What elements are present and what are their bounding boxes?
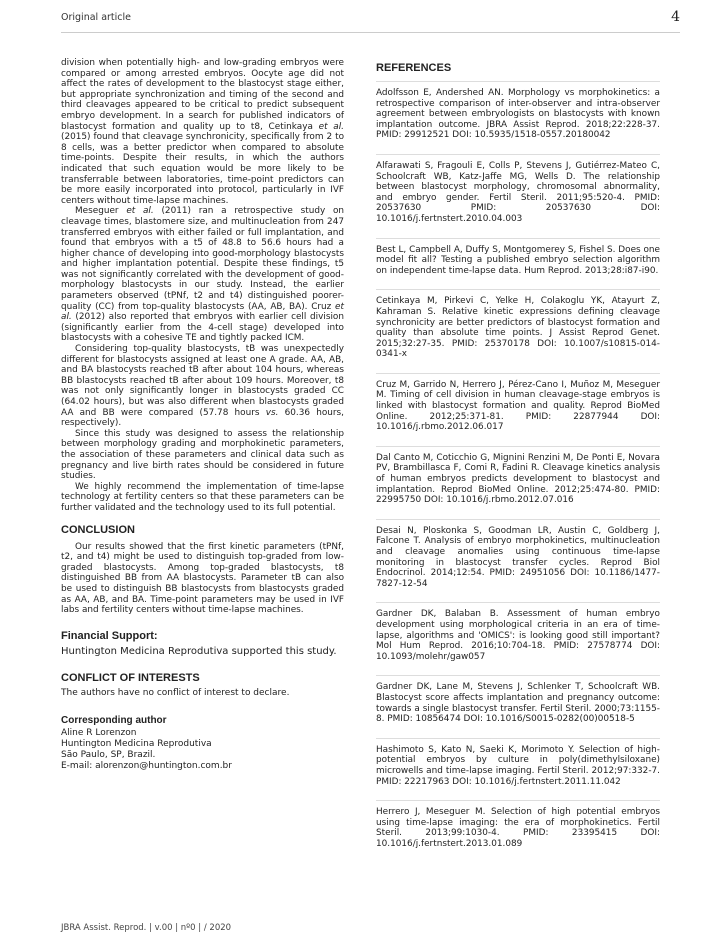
- body-paragraph-1: division when potentially high- and low-grading embryos were compared or among arrested embryos. Oocyte age did not affect the rates of development to the blastocyst stage either, but appropriate synchronization and timing of the second and third cleavages appeared to be critical to predict subsequent embryo development. In a search for published indicators of blastocyst formation and quality up to t8, Cetinkaya et al. (2015) found that cleavage synchronicity, specifically from 2 to 8 cells, was a better predictor when compared to absolute time-points. Despite their results, in which the authors indicated that such equation would be more likely to be transferrable between laboratories, time-point predictors can be more easily incorporated into protocol, particularly in IVF centers without time-lapse machines.: [61, 58, 344, 206]
- reference-item: Gardner DK, Lane M, Stevens J, Schlenker T, Schoolcraft WB. Blastocyst score affects implantation and pregnancy outcome: towards a single blastocyst transfer. Fertil Steril. 2000;73:1155-8. PMID: 10856474 DOI: 10.1016/S0015-0282(00)00518-5: [376, 675, 660, 724]
- conflict-text: The authors have no conflict of interest to declare.: [61, 688, 290, 699]
- reference-item: Cetinkaya M, Pirkevi C, Yelke H, Colakoglu YK, Atayurt Z, Kahraman S. Relative kinetic expressions defining cleavage synchronicity are better predictors of blastocyst formation and quality than absolute time points. J Assist Reprod Genet. 2015;32:27-35. PMID: 25370178 DOI: 10.1007/s10815-014-0341-x: [376, 289, 660, 360]
- references-heading: REFERENCES: [376, 62, 452, 74]
- author-location: São Paulo, SP, Brazil.: [61, 750, 156, 761]
- reference-item: Dal Canto M, Coticchio G, Mignini Renzini M, De Ponti E, Novara PV, Brambillasca F, Comi R, Fadini R. Cleavage kinetics analysis of human embryos predicts development to blastocyst and implantation. Reprod BioMed Online. 2012;25:474-80. PMID: 22995750 DOI: 10.1016/j.rbmo.2012.07.016: [376, 446, 660, 506]
- page-number: 4: [671, 9, 680, 25]
- reference-item: Desai N, Ploskonka S, Goodman LR, Austin C, Goldberg J, Falcone T. Analysis of embryo morphokinetics, multinucleation and cleavage anomalies using continuous time-lapse monitoring in blastocyst transfer cycles. Reprod Biol Endocrinol. 2014;12:54. PMID: 24951056 DOI: 10.1186/1477-7827-12-54: [376, 519, 660, 590]
- reference-item: Best L, Campbell A, Duffy S, Montgomerey S, Fishel S. Does one model fit all? Testing a published embryo selection algorithm on independent time-lapse data. Hum Reprod. 2013;28:i87-i90.: [376, 238, 660, 277]
- funding-text: Huntington Medicina Reprodutiva supported this study.: [61, 645, 337, 657]
- page-footer: JBRA Assist. Reprod. | v.00 | nº0 | / 2020: [61, 923, 232, 933]
- author-affiliation: Huntington Medicina Reprodutiva: [61, 739, 212, 750]
- funding-heading: Financial Support:: [61, 629, 158, 642]
- conclusion-paragraph: Our results showed that the first kinetic parameters (tPNf, t2, and t4) might be used to distinguish top-graded from low-graded blastocysts. Among top-graded blastocysts, t8 distinguished BB from AA blastocysts. Parameter tB can also be used to distinguish BB blastocysts from blastocysts graded as AA, AB, and BA. Time-point parameters may be used in IVF labs and fertility centers without time-lapse machines.: [61, 541, 344, 616]
- reference-item: Herrero J, Meseguer M. Selection of high potential embryos using time-lapse imaging: the era of morphokinetics. Fertil Steril. 2013;99:1030-4. PMID: 23395415 DOI: 10.1016/j.fertnstert.2013.01.089: [376, 800, 660, 849]
- reference-item: Hashimoto S, Kato N, Saeki K, Morimoto Y. Selection of high-potential embryos by culture in poly(dimethylsiloxane) microwells and time-lapse imaging. Fertil Steril. 2012;97:332-7. PMID: 22217963 DOI: 10.1016/j.fertnstert.2011.11.042: [376, 738, 660, 787]
- author-email[interactable]: E-mail: alorenzon@huntington.com.br: [61, 761, 232, 772]
- author-name: Aline R Lorenzon: [61, 728, 137, 739]
- body-paragraph-3: Considering top-quality blastocysts, tB was unexpectedly different for blastocysts assigned at least one A grade. AA, AB, and BA blastocysts reached tB after about 104 hours, whereas BB blastocysts reached tB after about 109 hours. Moreover, t8 was not only significantly longer in blastocysts graded CC (64.02 hours), but was also different when blastocysts graded AA and BB were compared (57.78 hours vs. 60.36 hours, respectively).: [61, 344, 344, 429]
- reference-item: Cruz M, Garrido N, Herrero J, Pérez-Cano I, Muñoz M, Meseguer M. Timing of cell division in human cleavage-stage embryos is linked with blastocyst formation and quality. Reprod BioMed Online. 2012;25:371-81. PMID: 22877944 DOI: 10.1016/j.rbmo.2012.06.017: [376, 373, 660, 433]
- conflict-heading: CONFLICT OF INTERESTS: [61, 672, 200, 685]
- left-column: [61, 58, 344, 772]
- conclusion-heading: CONCLUSION: [61, 523, 135, 536]
- reference-item: Gardner DK, Balaban B. Assessment of human embryo development using morphological criteria in an era of time-lapse, algorithms and 'OMICS': is looking good still important? Mol Hum Reprod. 2016;10:704-18. PMID: 27578774 DOI: 10.1093/molehr/gaw057: [376, 602, 660, 662]
- body-paragraph-4: Since this study was designed to assess the relationship between morphology grading and morphokinetic parameters, the association of these parameters and clinical data such as pregnancy and live birth rates should be considered in future studies.: [61, 428, 344, 482]
- reference-item: Alfarawati S, Fragouli E, Colls P, Stevens J, Gutiérrez-Mateo C, Schoolcraft WB, Katz-Jaffe MG, Wells D. The relationship between blastocyst morphology, chromosomal abnormality, and embryo gender. Fertil Steril. 2011;95:520-4. PMID: 20537630 PMID: 20537630 DOI: 10.1016/j.fertnstert.2010.04.003: [376, 154, 660, 225]
- reference-item: Adolfsson E, Andershed AN. Morphology vs morphokinetics: a retrospective comparison of inter-observer and intra-observer agreement between embryologists on blastocysts with known implantation outcome. JBRA Assist Reprod. 2018;22:228-37. PMID: 29912521 DOI: 10.5935/1518-0557.20180042: [376, 81, 660, 141]
- corresponding-author-heading: Corresponding author: [61, 715, 167, 727]
- header-divider: [61, 32, 680, 33]
- journal-section-label: Original article: [61, 12, 131, 23]
- body-paragraph-5: We highly recommend the implementation of time-lapse technology at fertility centers so that these parameters can be further validated and the technology used to its full potential.: [61, 481, 344, 513]
- references-column: [376, 58, 660, 862]
- body-paragraph-2: Meseguer et al. (2011) ran a retrospective study on cleavage times, blastomere size, and multinucleation from 247 transferred embryos with either failed or full implantation, and found that embryos with a t5 of 48.8 to 56.6 hours had a higher chance of developing into good-morphology blastocysts and higher implantation potential. Despite these findings, t5 was not significantly correlated with the development of good-morphology blastocysts in our study. Instead, the earlier parameters observed (tPNf, t2 and t4) distinguished poorer-quality (CC) from top-quality blastocysts (AA, AB, BA). Cruz et al. (2012) also reported that embryos with earlier cell division (significantly earlier from the 4-cell stage) developed into blastocysts with a cohesive TE and tightly packed ICM.: [61, 206, 344, 344]
